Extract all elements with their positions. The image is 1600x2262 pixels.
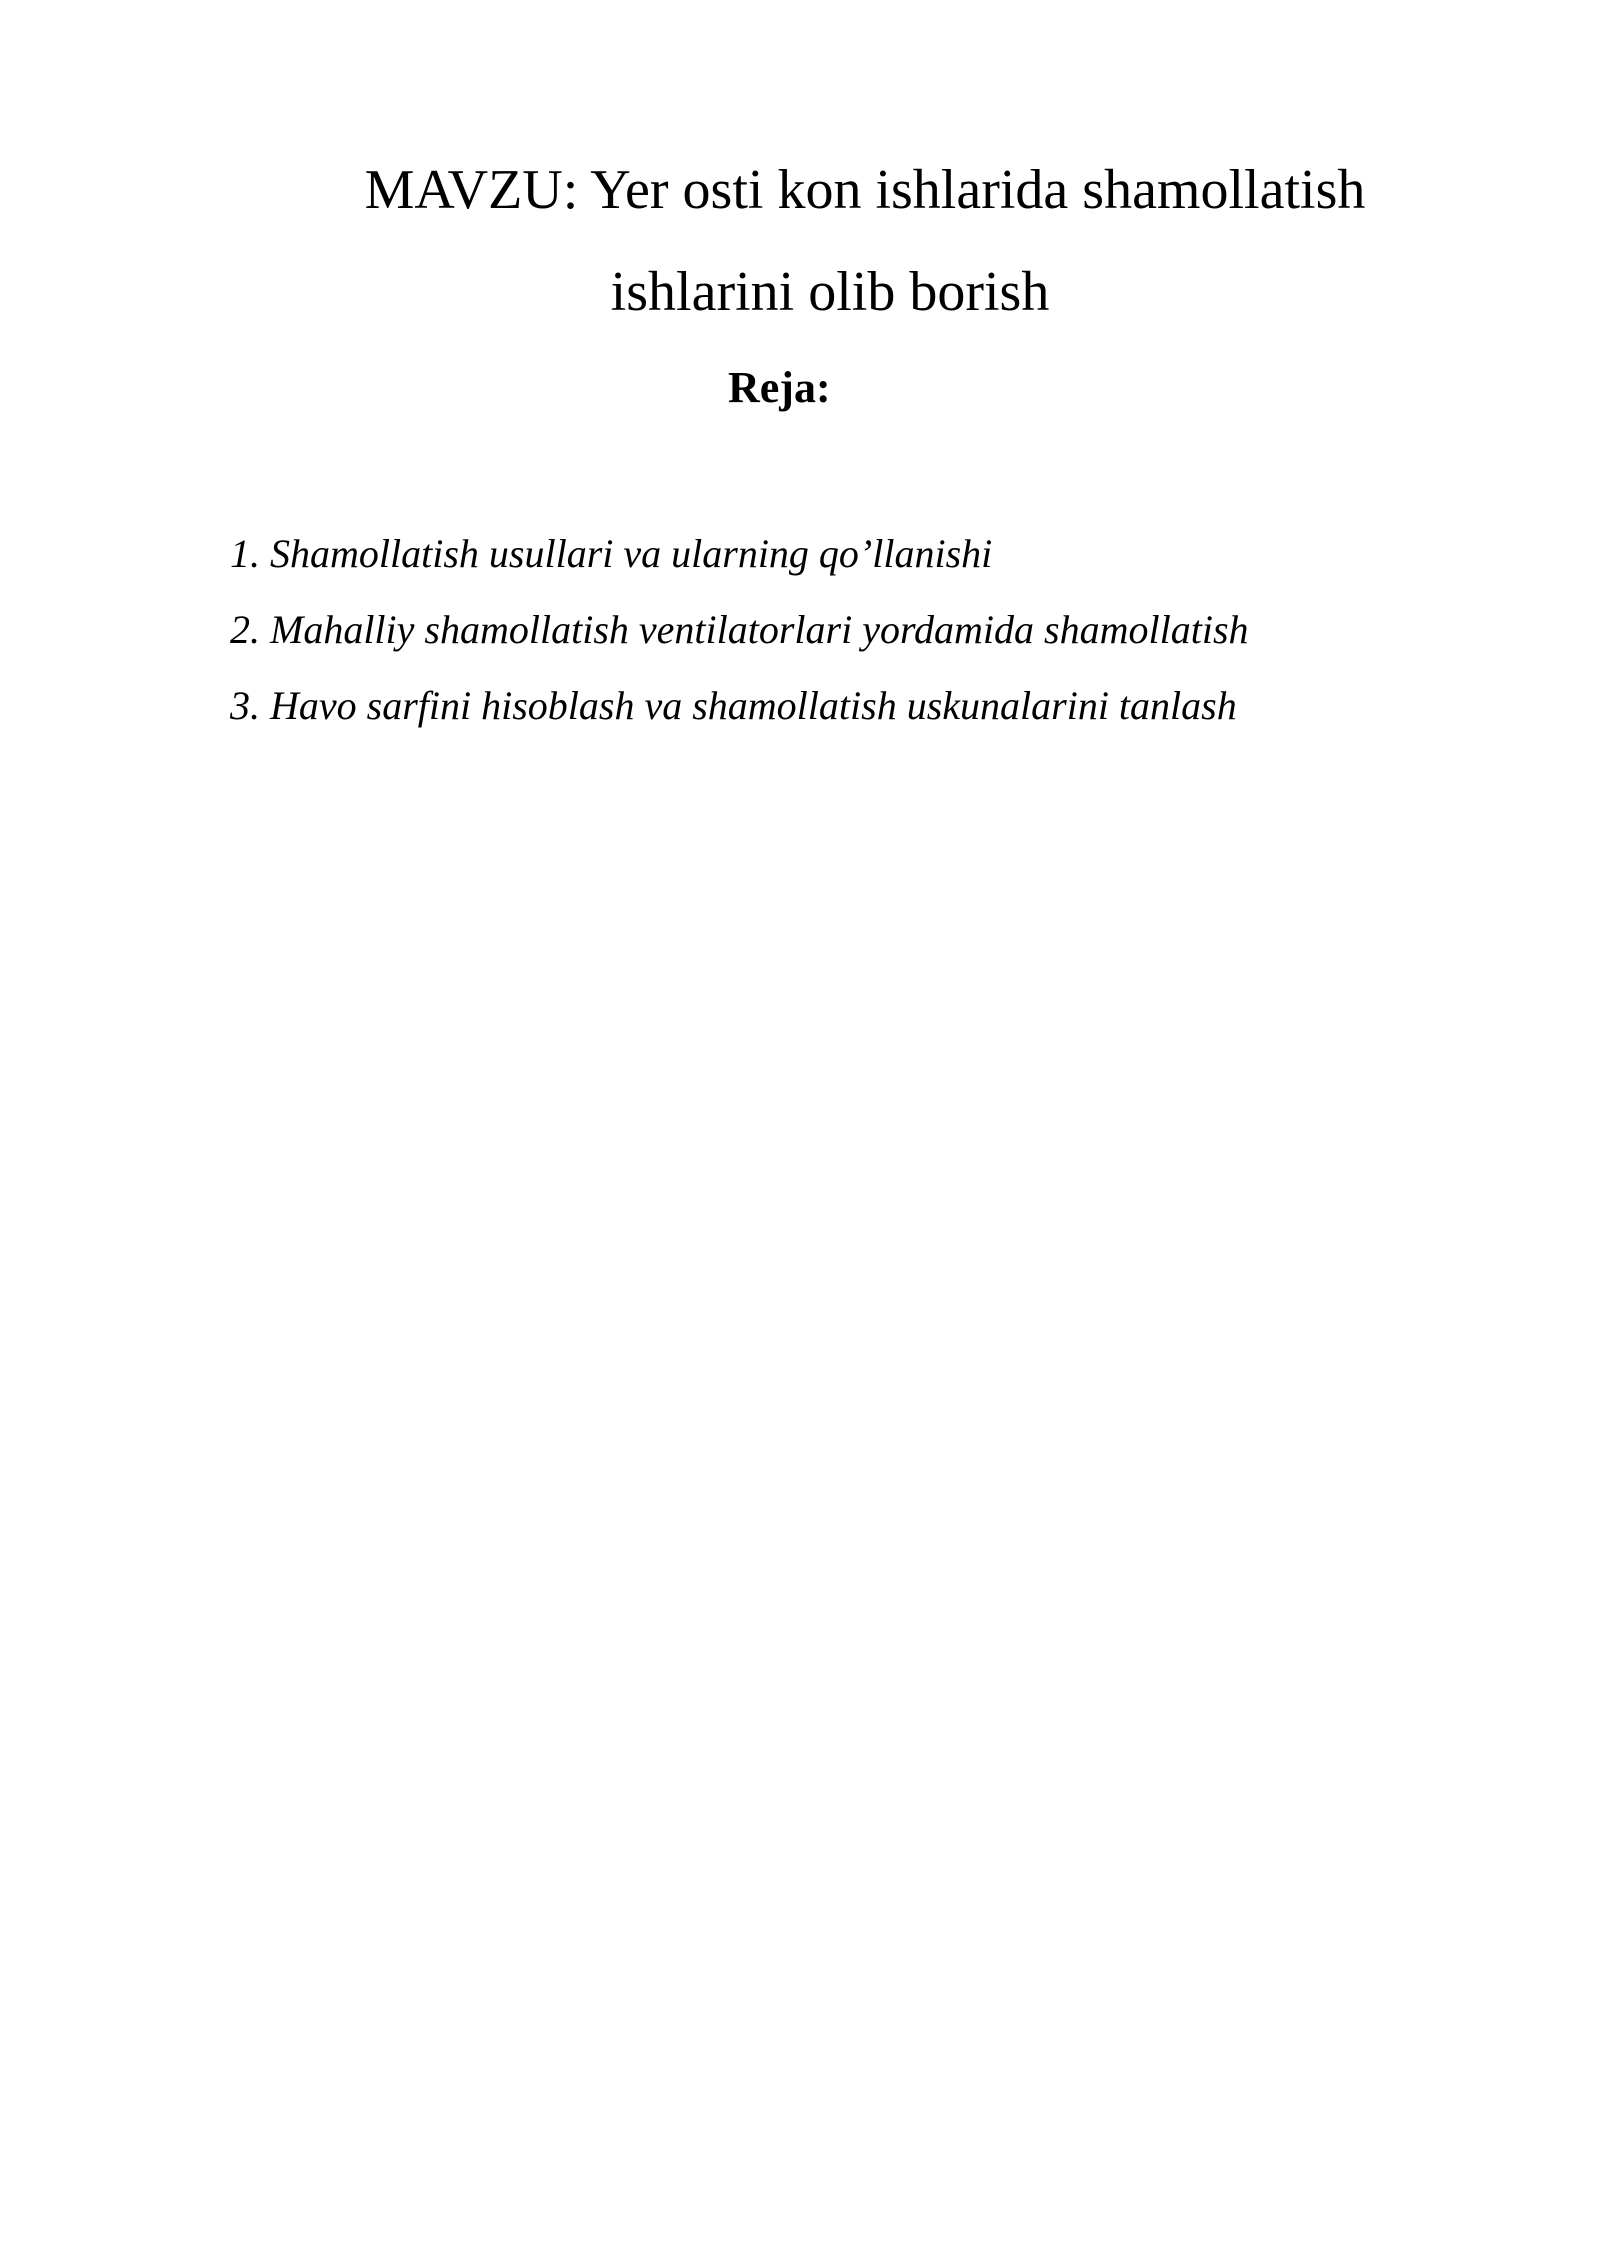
- page-title-line-1: MAVZU: Yer osti kon ishlarida shamollatish: [364, 159, 1366, 221]
- page-title-line-2: ishlarini olib borish: [610, 261, 1050, 323]
- plan-list: [230, 530, 1249, 758]
- plan-item-2: 2. Mahalliy shamollatish ventilatorlari yordamida shamollatish: [230, 607, 1249, 652]
- plan-item-3: 3. Havo sarfini hisoblash va shamollatish uskunalarini tanlash: [230, 683, 1237, 728]
- plan-heading: Reja:: [728, 363, 831, 412]
- plan-item-1: 1. Shamollatish usullari va ularning qo’llanishi: [230, 531, 993, 576]
